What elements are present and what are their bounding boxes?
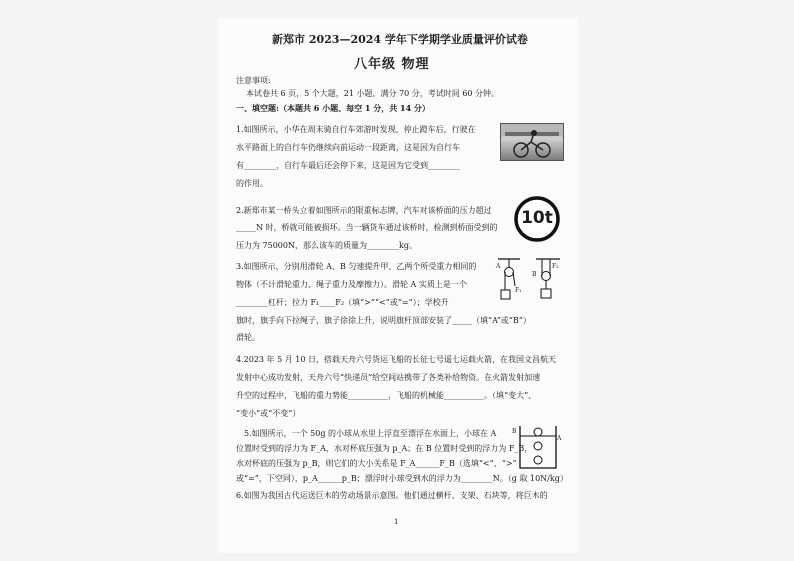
pulley-diagram <box>496 256 562 306</box>
q5-line2: 位置时受到的浮力为 F_A，水对杯底压强为 p_A；在 B 位置时受到的浮力为 F_B， <box>236 444 533 453</box>
q4-line2: 发射中心成功发射，天舟六号“快递员”给空间站携带了各类补给物资。在火箭发射加速 <box>236 373 541 382</box>
ball-a-label: A <box>557 435 562 442</box>
exam-title: 新郑市 2023—2024 学年下学期学业质量评价试卷 <box>272 33 528 46</box>
q2-line2: _____N 时，桥就可能被损坏。当一辆货车通过该桥时，检测到桥面受到的 <box>236 223 498 232</box>
notes-line: 本试卷共 6 页，5 个大题，21 小题，满分 70 分，考试时间 60 分钟。 <box>246 89 500 98</box>
q4-line4: “变小”或“不变”） <box>236 409 301 418</box>
q3-line4: 旗时，旗手向下拉绳子，旗子徐徐上升，说明旗杆顶部安装了_____（填“A”或“B”） <box>236 316 531 325</box>
weight-limit-text: 10t <box>521 208 553 228</box>
q3-line1: 3.如图所示，分别用滑轮 A、B 匀速提升甲、乙两个所受重力相同的 <box>236 262 477 271</box>
q3-line3: ________杠杆；拉力 F₁____F₂（填“>”“<”或“=”）；学校升 <box>236 298 449 307</box>
force-f2-label: F₂ <box>552 263 559 270</box>
section-heading: 一、填空题:（本题共 6 小题、每空 1 分，共 14 分） <box>236 103 430 113</box>
q5-line3: 水对杯底的压强为 p_B，则它们的大小关系是 F_A______F_B（选填“<”、“>” <box>236 459 517 468</box>
q5-line1: 5.如图所示，一个 50g 的小球从水里上浮直至漂浮在水面上，小球在 A <box>244 429 497 438</box>
notes-heading: 注意事项: <box>236 76 271 85</box>
q1-line1: 1.如图所示，小华在周末骑自行车郊游时发现，停止蹬车后，行驶在 <box>236 125 476 134</box>
q3-line5: 滑轮。 <box>236 333 260 342</box>
ball-b-label: B <box>512 428 517 435</box>
q2-line3: 压力为 75000N，那么该车的质量为________kg。 <box>236 241 417 250</box>
beaker-diagram <box>512 424 562 470</box>
q1-line3: 有________，自行车最后还会停下来，这是因为它受到________ <box>236 161 460 170</box>
force-f1-label: F₁ <box>515 287 522 294</box>
pulley-b-label: B <box>532 271 537 278</box>
exam-subtitle: 八年级 物理 <box>354 57 430 72</box>
q5-line4: 或“=”，下空同），p_A______p_B；漂浮时小球受到水的浮力为________N。（g 取 10N/kg） <box>236 474 568 483</box>
pulley-a-label: A <box>496 263 501 270</box>
q3-line2: 物体（不计滑轮重力、绳子重力及摩擦力）。滑轮 A 实质上是一个 <box>236 280 467 289</box>
bicycle-photo <box>500 123 564 161</box>
q1-line2: 水平路面上的自行车仍继续向前运动一段距离，这是因为自行车 <box>236 143 460 152</box>
page-number: 1 <box>394 518 399 526</box>
weight-limit-sign <box>514 196 560 242</box>
q6-line1: 6.如图为我国古代运送巨木的劳动场景示意图。他们通过横杆、支架、石块等，将巨木的 <box>236 491 548 500</box>
q4-line1: 4.2023 年 5 月 10 日，搭载天舟六号货运飞船的长征七号遥七运载火箭，在我国文昌航天 <box>236 355 556 364</box>
q4-line3: 升空的过程中，飞船的重力势能__________，飞船的机械能__________。（填“变大”、 <box>236 391 537 400</box>
q1-line4: 的作用。 <box>236 179 268 188</box>
q2-line1: 2.新郑市某一桥头立着如图所示的限重标志牌，汽车对该桥面的压力超过 <box>236 206 492 215</box>
